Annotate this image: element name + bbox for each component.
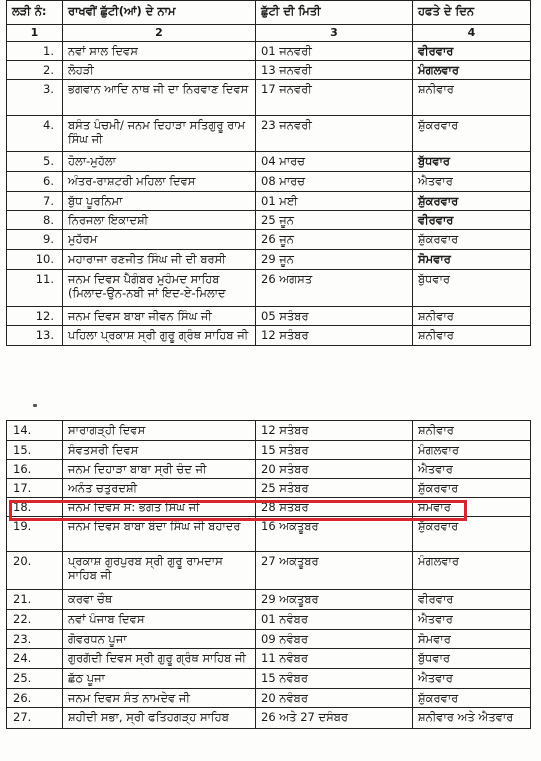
table-row	[7, 230, 531, 250]
serial-number-cell: 15.	[7, 441, 63, 460]
table-row	[7, 42, 531, 61]
holiday-date-cell: 20 ਨਵੰਬਰ	[256, 689, 413, 708]
holiday-date-cell: 28 ਸਤੰਬਰ	[256, 498, 413, 517]
holiday-name-cell: ਛੱਠ ਪੂਜਾ	[63, 669, 256, 689]
holiday-date-cell: 04 ਮਾਰਚ	[256, 152, 413, 172]
holiday-name-cell: ਜਨਮ ਦਿਵਸ ਬਾਬਾ ਬੰਦਾ ਸਿੰਘ ਜੀ ਬਹਾਦਰ	[63, 517, 256, 552]
holiday-name-cell: ਨਵਾਂ ਪੰਜਾਬ ਦਿਵਸ	[63, 610, 256, 630]
holiday-name-cell: ਨਵਾਂ ਸਾਲ ਦਿਵਸ	[63, 42, 256, 61]
table-row	[7, 441, 531, 460]
holiday-date-cell: 25 ਸਤੰਬਰ	[256, 479, 413, 498]
holiday-name-cell: ਜਨਮ ਦਿਵਸ ਸ: ਭਗਤ ਸਿੰਘ ਜੀ	[63, 498, 256, 517]
header-serial-no: ਲੜੀ ਨੰ:	[7, 1, 63, 25]
table-row	[7, 552, 531, 590]
serial-number-cell: 2.	[7, 61, 63, 80]
holiday-name-cell: ਸੰਵਤਸਰੀ ਦਿਵਸ	[63, 441, 256, 460]
table-row	[7, 630, 531, 649]
table-row	[7, 192, 531, 211]
column-number: 1	[7, 25, 63, 42]
table-header-row	[7, 1, 531, 25]
holiday-name-cell: ਭਗਵਾਨ ਆਦਿ ਨਾਥ ਜੀ ਦਾ ਨਿਰਵਾਣ ਦਿਵਸ	[63, 80, 256, 116]
table-row	[7, 708, 531, 729]
serial-number-cell: 22.	[7, 610, 63, 630]
holiday-date-cell: 29 ਅਕਤੂਬਰ	[256, 590, 413, 610]
serial-number-cell: 16.	[7, 460, 63, 479]
holiday-date-cell: 12 ਸਤੰਬਰ	[256, 326, 413, 346]
table-row	[7, 517, 531, 552]
serial-number-cell: 17.	[7, 479, 63, 498]
column-number: 4	[413, 25, 531, 42]
table-body-part-2	[7, 421, 531, 729]
weekday-cell: ਵੀਰਵਾਰ	[413, 590, 531, 610]
holiday-date-cell: 20 ਸਤੰਬਰ	[256, 460, 413, 479]
table-row	[7, 61, 531, 80]
holiday-table-part-1	[6, 0, 531, 346]
weekday-cell: ਐਤਵਾਰ	[413, 460, 531, 479]
weekday-cell: ਮੰਗਲਵਾਰ	[413, 441, 531, 460]
weekday-cell: ਸ਼ਨੀਵਾਰ	[413, 307, 531, 326]
weekday-cell: ਐਤਵਾਰ	[413, 669, 531, 689]
table-row	[7, 689, 531, 708]
holiday-name-cell: ਨਿਰਜਲਾ ਇਕਾਦਸ਼ੀ	[63, 211, 256, 230]
header-weekday: ਹਫਤੇ ਦੇ ਦਿਨ	[413, 1, 531, 25]
holiday-name-cell: ਪ੍ਰਕਾਸ਼ ਗੁਰਪੁਰਬ ਸ੍ਰੀ ਗੁਰੂ ਰਾਮਦਾਸ ਸਾਹਿਬ ਜੀ	[63, 552, 256, 590]
table-row	[7, 307, 531, 326]
serial-number-cell: 27.	[7, 708, 63, 729]
weekday-cell: ਸ਼ੁੱਕਰਵਾਰ	[413, 230, 531, 250]
table-row	[7, 669, 531, 689]
column-number-row	[7, 25, 531, 42]
weekday-cell: ਸ਼ਨੀਵਾਰ ਅਤੇ ਐਤਵਾਰ	[413, 708, 531, 729]
page-break-mark	[33, 404, 37, 407]
serial-number-cell: 11.	[7, 270, 63, 307]
holiday-date-cell: 16 ਅਕਤੂਬਰ	[256, 517, 413, 552]
serial-number-cell: 26.	[7, 689, 63, 708]
holiday-date-cell: 15 ਸਤੰਬਰ	[256, 441, 413, 460]
weekday-cell: ਸੋਮਵਾਰ	[413, 250, 531, 270]
column-number: 3	[256, 25, 413, 42]
weekday-cell: ਬੁੱਧਵਾਰ	[413, 649, 531, 669]
serial-number-cell: 21.	[7, 590, 63, 610]
holiday-date-cell: 26 ਜੂਨ	[256, 230, 413, 250]
weekday-cell: ਵੀਰਵਾਰ	[413, 42, 531, 61]
table-row	[7, 270, 531, 307]
table-row	[7, 649, 531, 669]
table-row	[7, 460, 531, 479]
table-row	[7, 211, 531, 230]
holiday-date-cell: 17 ਜਨਵਰੀ	[256, 80, 413, 116]
table-row	[7, 326, 531, 346]
table-row	[7, 116, 531, 152]
header-holiday-name: ਰਾਖਵੀਂ ਛੁੱਟੀ(ਆਂ) ਦੇ ਨਾਮ	[63, 1, 256, 25]
holiday-name-cell: ਜਨਮ ਦਿਵਸ ਪੈਗੰਬਰ ਮੁਹੰਮਦ ਸਾਹਿਬ (ਮਿਲਾਦ-ਉਨ-ਨਬੀ ਜਾਂ ਇਦ-ਏ-ਮਿਲਾਦ	[63, 270, 256, 307]
holiday-name-cell: ਅੰਤਰ-ਰਾਸ਼ਟਰੀ ਮਹਿਲਾ ਦਿਵਸ	[63, 172, 256, 192]
table-row	[7, 421, 531, 441]
holiday-name-cell: ਜਨਮ ਦਿਵਸ ਸੰਤ ਨਾਮਦੇਵ ਜੀ	[63, 689, 256, 708]
holiday-date-cell: 13 ਜਨਵਰੀ	[256, 61, 413, 80]
weekday-cell: ਮੰਗਲਵਾਰ	[413, 552, 531, 590]
holiday-name-cell: ਸਾਰਾਗੜ੍ਹੀ ਦਿਵਸ	[63, 421, 256, 441]
holiday-name-cell: ਜਨਮ ਦਿਹਾੜਾ ਬਾਬਾ ਸ੍ਰੀ ਚੰਦ ਜੀ	[63, 460, 256, 479]
weekday-cell: ਬੁੱਧਵਾਰ	[413, 152, 531, 172]
serial-number-cell: 12.	[7, 307, 63, 326]
weekday-cell: ਸੋਮਵਾਰ	[413, 630, 531, 649]
serial-number-cell: 5.	[7, 152, 63, 172]
serial-number-cell: 14.	[7, 421, 63, 441]
holiday-date-cell: 23 ਜਨਵਰੀ	[256, 116, 413, 152]
holiday-name-cell: ਸ਼ਹੀਦੀ ਸਭਾ, ਸ੍ਰੀ ਫਤਿਹਗੜ੍ਹ ਸਾਹਿਬ	[63, 708, 256, 729]
holiday-name-cell: ਅਨੰਤ ਚਤੁਰਦਸ਼ੀ	[63, 479, 256, 498]
holiday-name-cell: ਗੁਰਗੱਦੀ ਦਿਵਸ ਸ੍ਰੀ ਗੁਰੂ ਗ੍ਰੰਥ ਸਾਹਿਬ ਜੀ	[63, 649, 256, 669]
weekday-cell: ਸ਼ੁੱਕਰਵਾਰ	[413, 116, 531, 152]
serial-number-cell: 19.	[7, 517, 63, 552]
holiday-date-cell: 26 ਅਤੇ 27 ਦਸੰਬਰ	[256, 708, 413, 729]
highlight-box-row-18	[9, 500, 467, 521]
holiday-date-cell: 29 ਜੂਨ	[256, 250, 413, 270]
holiday-date-cell: 11 ਨਵੰਬਰ	[256, 649, 413, 669]
serial-number-cell: 10.	[7, 250, 63, 270]
holiday-name-cell: ਲੋਹੜੀ	[63, 61, 256, 80]
holiday-date-cell: 08 ਮਾਰਚ	[256, 172, 413, 192]
table-row	[7, 172, 531, 192]
serial-number-cell: 25.	[7, 669, 63, 689]
holiday-date-cell: 01 ਜਨਵਰੀ	[256, 42, 413, 61]
holiday-date-cell: 25 ਜੂਨ	[256, 211, 413, 230]
holiday-name-cell: ਪਹਿਲਾ ਪ੍ਰਕਾਸ਼ ਸ੍ਰੀ ਗੁਰੂ ਗ੍ਰੰਥ ਸਾਹਿਬ ਜੀ	[63, 326, 256, 346]
holiday-date-cell: 15 ਨਵੰਬਰ	[256, 669, 413, 689]
holiday-date-cell: 12 ਸਤੰਬਰ	[256, 421, 413, 441]
table-row	[7, 250, 531, 270]
serial-number-cell: 24.	[7, 649, 63, 669]
holiday-name-cell: ਮਹਾਰਾਜਾ ਰਣਜੀਤ ਸਿੰਘ ਜੀ ਦੀ ਬਰਸੀ	[63, 250, 256, 270]
holiday-name-cell: ਕਰਵਾ ਚੌਥ	[63, 590, 256, 610]
weekday-cell: ਵੀਰਵਾਰ	[413, 211, 531, 230]
holiday-date-cell: 26 ਅਗਸਤ	[256, 270, 413, 307]
weekday-cell: ਸੋਮਵਾਰ	[413, 498, 531, 517]
serial-number-cell: 9.	[7, 230, 63, 250]
column-number: 2	[63, 25, 256, 42]
weekday-cell: ਸ਼ੁੱਕਰਵਾਰ	[413, 689, 531, 708]
holiday-name-cell: ਗੋਵਰਧਨ ਪੂਜਾ	[63, 630, 256, 649]
weekday-cell: ਸ਼ੁੱਕਰਵਾਰ	[413, 517, 531, 552]
serial-number-cell: 8.	[7, 211, 63, 230]
table-row	[7, 80, 531, 116]
serial-number-cell: 4.	[7, 116, 63, 152]
weekday-cell: ਬੁੱਧਵਾਰ	[413, 270, 531, 307]
holiday-name-cell: ਹੋਲਾ-ਮੁਹੱਲਾ	[63, 152, 256, 172]
table-row	[7, 479, 531, 498]
serial-number-cell: 13.	[7, 326, 63, 346]
serial-number-cell: 1.	[7, 42, 63, 61]
table-row	[7, 590, 531, 610]
serial-number-cell: 6.	[7, 172, 63, 192]
weekday-cell: ਸ਼ਨੀਵਾਰ	[413, 80, 531, 116]
holiday-date-cell: 09 ਨਵੰਬਰ	[256, 630, 413, 649]
table-body-part-1	[7, 42, 531, 346]
holiday-name-cell: ਬੁੱਧ ਪੂਰਨਿਮਾ	[63, 192, 256, 211]
holiday-name-cell: ਜਨਮ ਦਿਵਸ ਬਾਬਾ ਜੀਵਨ ਸਿੰਘ ਜੀ	[63, 307, 256, 326]
serial-number-cell: 23.	[7, 630, 63, 649]
holiday-date-cell: 01 ਨਵੰਬਰ	[256, 610, 413, 630]
serial-number-cell: 20.	[7, 552, 63, 590]
table-row	[7, 152, 531, 172]
holiday-name-cell: ਬਸੰਤ ਪੰਚਮੀ/ ਜਨਮ ਦਿਹਾੜਾ ਸਤਿਗੁਰੂ ਰਾਮ ਸਿੰਘ ਜੀ	[63, 116, 256, 152]
weekday-cell: ਐਤਵਾਰ	[413, 172, 531, 192]
weekday-cell: ਸ਼ਨੀਵਾਰ	[413, 421, 531, 441]
holiday-date-cell: 05 ਸਤੰਬਰ	[256, 307, 413, 326]
weekday-cell: ਸ਼ੁੱਕਰਵਾਰ	[413, 479, 531, 498]
holiday-name-cell: ਮੁਹੱਰਮ	[63, 230, 256, 250]
weekday-cell: ਐਤਵਾਰ	[413, 610, 531, 630]
table-row	[7, 610, 531, 630]
serial-number-cell: 3.	[7, 80, 63, 116]
holiday-table-part-2	[6, 420, 531, 729]
header-holiday-date: ਛੁੱਟੀ ਦੀ ਮਿਤੀ	[256, 1, 413, 25]
weekday-cell: ਮੰਗਲਵਾਰ	[413, 61, 531, 80]
holiday-date-cell: 27 ਅਕਤੂਬਰ	[256, 552, 413, 590]
serial-number-cell: 7.	[7, 192, 63, 211]
weekday-cell: ਸ਼ਨੀਵਾਰ	[413, 326, 531, 346]
serial-number-cell: 18.	[7, 498, 63, 517]
holiday-date-cell: 01 ਮਈ	[256, 192, 413, 211]
weekday-cell: ਸ਼ੁੱਕਰਵਾਰ	[413, 192, 531, 211]
